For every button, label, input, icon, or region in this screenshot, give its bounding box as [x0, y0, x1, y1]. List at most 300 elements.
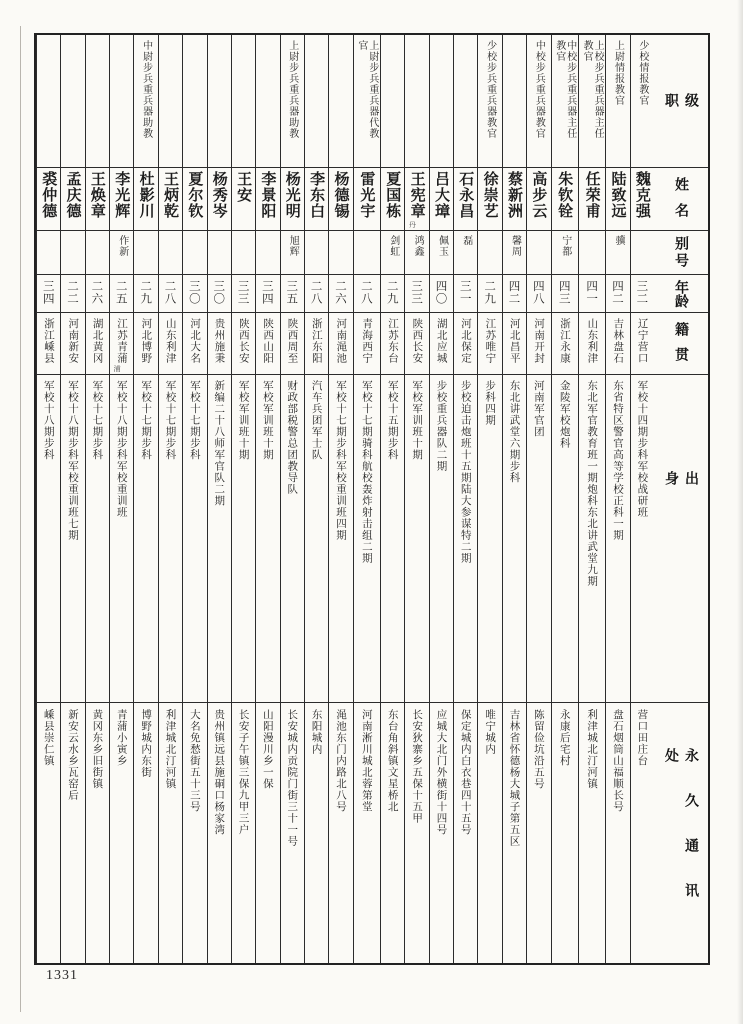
name-value: 孟庆德: [64, 170, 83, 219]
header-column: [654, 35, 708, 963]
age-value: 三三: [236, 280, 251, 306]
name-cell: [380, 167, 404, 230]
native-place-value: 河北大名: [189, 318, 202, 365]
person-column: [477, 35, 501, 963]
address-cell: [630, 702, 654, 963]
name-cell: [328, 167, 352, 230]
background-cell: [429, 374, 453, 701]
age-cell: [85, 274, 109, 312]
person-column: [85, 35, 109, 963]
native-place-annotation: 浦: [113, 365, 122, 373]
native-place-value: 河北昌平: [508, 318, 521, 365]
background-cell: [477, 374, 501, 701]
rank-value: 少校情报教官: [636, 40, 648, 106]
rank-cell: [429, 35, 453, 167]
background-cell: [231, 374, 255, 701]
native-place-value: 贵州施秉: [213, 318, 226, 365]
age-cell: [60, 274, 84, 312]
age-value: 四一: [585, 280, 600, 306]
address-value: 山阳漫川乡一保: [261, 708, 274, 790]
age-cell: [280, 274, 304, 312]
age-value: 二九: [483, 280, 498, 306]
background-value: 军校十五期步科: [386, 380, 399, 461]
alias-cell: [353, 230, 380, 275]
name-cell: [630, 167, 654, 230]
address-cell: [207, 702, 231, 963]
rank-cell: [36, 35, 60, 167]
name-value: 夏国栋: [384, 170, 403, 219]
header-address-cell: [654, 702, 708, 963]
background-value: 金陵军校炮科: [558, 380, 571, 450]
rank-cell: [453, 35, 477, 167]
rank-cell: [526, 35, 550, 167]
age-cell: [158, 274, 182, 312]
alias-cell: [526, 230, 550, 275]
address-cell: [429, 702, 453, 963]
background-cell: [526, 374, 550, 701]
background-cell: [551, 374, 578, 701]
person-column: [630, 35, 654, 963]
rank-cell: [85, 35, 109, 167]
native-place-cell: [630, 312, 654, 374]
page-number: 1331: [46, 968, 78, 983]
address-value: 东阳城内: [310, 708, 323, 755]
background-cell: [328, 374, 352, 701]
name-cell: [255, 167, 279, 230]
name-cell: [404, 167, 428, 230]
background-value: 军校十七期步科: [188, 380, 201, 461]
alias-cell: [207, 230, 231, 275]
age-value: 四八: [531, 280, 546, 306]
native-place-cell: [231, 312, 255, 374]
background-value: 军校十七期步科军校重训班四期: [335, 380, 347, 542]
native-place-value: 江苏唯宁: [484, 318, 497, 365]
rank-value: 中尉步兵重兵器助教: [140, 40, 152, 139]
rank-cell: [109, 35, 133, 167]
address-value: 盘石烟筒山福顺长号: [611, 708, 624, 813]
person-column: [158, 35, 182, 963]
scan-edge-shadow: [737, 0, 743, 1024]
address-cell: [551, 702, 578, 963]
native-place-cell: [605, 312, 629, 374]
age-value: 二五: [114, 280, 129, 306]
name-value: 高步云: [530, 170, 549, 219]
alias-value: 磊: [460, 234, 472, 246]
name-value: 魏克强: [633, 170, 652, 219]
header-age-label: 年龄: [673, 280, 689, 309]
native-place-value: 湖北应城: [435, 318, 448, 365]
rank-cell: [60, 35, 84, 167]
address-cell: [60, 702, 84, 963]
age-value: 四三: [557, 280, 572, 306]
native-place-cell: [578, 312, 605, 374]
age-cell: [36, 274, 60, 312]
native-place-value: 河南新安: [67, 318, 80, 365]
age-value: 二九: [139, 280, 154, 306]
person-column: [429, 35, 453, 963]
age-value: 三〇: [212, 280, 227, 306]
rank-value: 少校步兵重兵器教官: [484, 40, 496, 139]
person-column: [133, 35, 157, 963]
background-cell: [453, 374, 477, 701]
rank-cell: [404, 35, 428, 167]
native-place-value: 辽宁营口: [636, 318, 649, 365]
background-cell: [578, 374, 605, 701]
alias-cell: [630, 230, 654, 275]
age-cell: [404, 274, 428, 312]
name-value: 徐崇艺: [481, 170, 500, 219]
rank-cell: [502, 35, 526, 167]
alias-cell: [551, 230, 578, 275]
background-value: 东北军官教育班一期炮科东北讲武堂九期: [586, 380, 599, 588]
age-cell: [231, 274, 255, 312]
address-cell: [353, 702, 380, 963]
name-cell: [551, 167, 578, 230]
native-place-cell: [551, 312, 578, 374]
rank-cell: [353, 35, 380, 167]
rank-cell: [158, 35, 182, 167]
alias-value: 宁都: [559, 234, 571, 257]
age-cell: [133, 274, 157, 312]
background-value: 财政部税警总团教导队: [286, 380, 299, 496]
header-alias-cell: [654, 230, 708, 275]
page-margin-line: [20, 26, 21, 1012]
alias-cell: [133, 230, 157, 275]
native-place-value: 浙江永康: [558, 318, 571, 365]
name-value: 杜影川: [137, 170, 156, 219]
address-cell: [304, 702, 328, 963]
name-cell: [109, 167, 133, 230]
rank-cell: [551, 35, 578, 167]
rank-cell: [255, 35, 279, 167]
address-cell: [526, 702, 550, 963]
name-value: 任荣甫: [583, 170, 602, 219]
alias-value: 骥: [612, 234, 624, 246]
native-place-cell: [133, 312, 157, 374]
name-value: 王安: [235, 170, 254, 203]
address-value: 新安云水乡瓦窑后: [67, 708, 80, 801]
age-value: 三四: [260, 280, 275, 306]
age-value: 二六: [334, 280, 348, 306]
name-cell: [453, 167, 477, 230]
rank-value: 上尉情报教官: [612, 40, 624, 106]
rank-cell: [380, 35, 404, 167]
native-place-cell: [60, 312, 84, 374]
alias-cell: [328, 230, 352, 275]
name-cell: [207, 167, 231, 230]
address-cell: [255, 702, 279, 963]
person-column: [207, 35, 231, 963]
age-cell: [605, 274, 629, 312]
alias-cell: [255, 230, 279, 275]
background-cell: [133, 374, 157, 701]
native-place-cell: [380, 312, 404, 374]
native-place-cell: [85, 312, 109, 374]
alias-cell: [605, 230, 629, 275]
name-value: 吕大璋: [432, 170, 451, 219]
address-value: 陈留俭坑沿五号: [532, 708, 545, 790]
background-value: 汽车兵团军士队: [310, 380, 323, 461]
address-value: 河南淅川城北蓉第堂: [360, 708, 373, 813]
native-place-value: 陕西山阳: [262, 318, 275, 365]
age-cell: [477, 274, 501, 312]
header-native-place-cell: [654, 312, 708, 374]
name-value: 夏尔钦: [186, 170, 205, 219]
background-value: 军校十八期步科: [42, 380, 55, 461]
person-column: [605, 35, 629, 963]
address-value: 东台角斜镇文星桥北: [386, 708, 399, 813]
person-column: [109, 35, 133, 963]
address-value: 营口田庄台: [636, 708, 649, 767]
alias-cell: [502, 230, 526, 275]
age-value: 二六: [90, 280, 105, 306]
background-value: 军校十八期步科军校重训班七期: [67, 380, 80, 542]
person-column: [380, 35, 404, 963]
person-column: [453, 35, 477, 963]
address-value: 吉林省怀德杨大城子第五区: [508, 708, 521, 847]
address-value: 永康后宅村: [558, 708, 571, 767]
background-cell: [255, 374, 279, 701]
native-place-cell: [304, 312, 328, 374]
age-value: 四〇: [434, 280, 449, 306]
name-cell: [85, 167, 109, 230]
name-cell: [36, 167, 60, 230]
name-value: 雷光宇: [358, 170, 377, 219]
address-cell: [404, 702, 428, 963]
person-column: [280, 35, 304, 963]
header-background-cell: [654, 374, 708, 701]
address-cell: [477, 702, 501, 963]
name-cell: [304, 167, 328, 230]
address-cell: [109, 702, 133, 963]
background-cell: [182, 374, 206, 701]
person-column: [60, 35, 84, 963]
header-name-cell: [654, 167, 708, 230]
rank-cell: [477, 35, 501, 167]
age-cell: [109, 274, 133, 312]
name-value: 杨光明: [283, 170, 302, 219]
address-value: 大名免愁街五十三号: [188, 708, 201, 813]
personnel-register-table: [34, 33, 710, 965]
name-cell: [60, 167, 84, 230]
background-value: 河南军官团: [532, 380, 545, 438]
header-background-label: 出身: [663, 471, 699, 626]
native-place-cell: [353, 312, 380, 374]
age-cell: [551, 274, 578, 312]
address-value: 应城大北门外横街十四号: [435, 708, 448, 836]
age-value: 四二: [507, 280, 522, 306]
alias-cell: [231, 230, 255, 275]
alias-cell: [109, 230, 133, 275]
native-place-value: 陕西周至: [286, 318, 299, 365]
age-value: 三一: [458, 280, 473, 306]
alias-cell: [404, 230, 428, 275]
person-column: [255, 35, 279, 963]
native-place-cell: [526, 312, 550, 374]
rank-cell: [207, 35, 231, 167]
alias-value: 佩玉: [436, 234, 448, 257]
native-place-cell: [429, 312, 453, 374]
name-value: 杨秀岑: [210, 170, 229, 219]
native-place-cell: [109, 312, 133, 374]
alias-cell: [429, 230, 453, 275]
age-cell: [255, 274, 279, 312]
name-cell: [280, 167, 304, 230]
native-place-value: 吉林盘石: [612, 318, 625, 365]
address-value: 嵊县崇仁镇: [42, 708, 55, 767]
header-rank-label: 级职: [663, 93, 699, 143]
header-name-label: 姓名: [673, 176, 689, 229]
background-cell: [60, 374, 84, 701]
rank-value: 上尉步兵重兵器代教官: [355, 40, 378, 139]
address-cell: [182, 702, 206, 963]
name-value: 李光辉: [113, 170, 132, 219]
name-value: 蔡新洲: [506, 170, 525, 219]
name-cell: [526, 167, 550, 230]
age-value: 三四: [41, 280, 56, 306]
native-place-cell: [404, 312, 428, 374]
background-cell: [280, 374, 304, 701]
person-column: [404, 35, 428, 963]
address-value: 博野城内东街: [140, 708, 153, 778]
name-value: 李景阳: [259, 170, 278, 219]
age-value: 二八: [163, 280, 178, 306]
address-cell: [605, 702, 629, 963]
name-value: 王焕章: [88, 170, 107, 219]
native-place-value: 河北博野: [140, 318, 153, 365]
alias-cell: [280, 230, 304, 275]
native-place-cell: [502, 312, 526, 374]
header-age-cell: [654, 274, 708, 312]
native-place-value: 河南开封: [533, 318, 546, 365]
header-native-place-label: 籍贯: [673, 322, 689, 373]
alias-cell: [380, 230, 404, 275]
rank-value: 上校步兵重兵器主任教官: [581, 40, 604, 139]
background-cell: [404, 374, 428, 701]
native-place-cell: [182, 312, 206, 374]
background-value: 军校十七期步科: [164, 380, 177, 461]
person-column: [502, 35, 526, 963]
person-column: [328, 35, 352, 963]
background-cell: [304, 374, 328, 701]
age-cell: [182, 274, 206, 312]
rank-value: 上尉步兵重兵器助教: [286, 40, 298, 139]
name-value: 裘仲德: [40, 170, 59, 219]
background-value: 军校十七期步科: [91, 380, 104, 461]
age-value: 二九: [385, 280, 400, 306]
rank-cell: [304, 35, 328, 167]
alias-cell: [453, 230, 477, 275]
address-cell: [380, 702, 404, 963]
age-value: 三二: [635, 280, 650, 306]
background-value: 步校重兵器队二期: [435, 380, 448, 473]
background-value: 东省特区警官高等学校正科一期: [611, 380, 624, 542]
age-value: 二八: [359, 280, 374, 306]
age-value: 三〇: [187, 280, 202, 306]
address-value: 长安狄寨乡五保十五甲: [411, 708, 424, 824]
address-value: 保定城内白衣巷四十五号: [459, 708, 472, 836]
address-cell: [231, 702, 255, 963]
address-cell: [453, 702, 477, 963]
name-cell: [502, 167, 526, 230]
person-column: [578, 35, 605, 963]
name-cell: [477, 167, 501, 230]
native-place-value: 湖北黄冈: [91, 318, 104, 365]
background-value: 军校十四期步科军校战研班: [636, 380, 649, 519]
name-value: 李东白: [308, 170, 327, 219]
native-place-value: 浙江东阳: [310, 318, 323, 365]
address-value: 青蒲小寅乡: [115, 708, 128, 767]
name-cell: [353, 167, 380, 230]
person-column: [36, 35, 60, 963]
age-cell: [526, 274, 550, 312]
address-cell: [158, 702, 182, 963]
alias-value: 鸿鑫: [412, 234, 424, 257]
address-value: 长安子午镇三保九甲三户: [237, 708, 250, 836]
alias-cell: [182, 230, 206, 275]
person-column: [526, 35, 550, 963]
name-cell: [158, 167, 182, 230]
native-place-value: 山东利津: [164, 318, 177, 365]
background-value: 东北讲武堂六期步科: [508, 380, 521, 484]
rank-cell: [280, 35, 304, 167]
header-address-label: 永久通讯处: [663, 747, 699, 928]
address-cell: [36, 702, 60, 963]
alias-cell: [304, 230, 328, 275]
native-place-value: 江苏东台: [386, 318, 399, 365]
age-cell: [502, 274, 526, 312]
alias-value: 馨周: [509, 234, 521, 257]
background-cell: [109, 374, 133, 701]
alias-cell: [477, 230, 501, 275]
address-value: 唯宁城内: [484, 708, 497, 755]
rank-cell: [328, 35, 352, 167]
background-cell: [353, 374, 380, 701]
person-column: [353, 35, 380, 963]
age-cell: [453, 274, 477, 312]
native-place-value: 陕西长安: [411, 318, 424, 365]
age-cell: [207, 274, 231, 312]
alias-value: 剑虹: [387, 234, 399, 257]
address-cell: [280, 702, 304, 963]
background-value: 步校迫击炮班十五期陆大参谋特二期: [459, 380, 472, 565]
native-place-value: 江苏青蒲: [116, 318, 129, 365]
alias-value: 旭辉: [287, 234, 299, 257]
address-cell: [133, 702, 157, 963]
address-cell: [328, 702, 352, 963]
rank-cell: [630, 35, 654, 167]
age-cell: [328, 274, 352, 312]
alias-cell: [158, 230, 182, 275]
address-value: 黄冈东乡旧街镇: [91, 708, 104, 790]
rank-cell: [605, 35, 629, 167]
name-cell: [133, 167, 157, 230]
address-value: 利津城北汀河镇: [586, 708, 599, 790]
background-cell: [207, 374, 231, 701]
background-value: 军校军训班十期: [261, 380, 274, 461]
rank-value: 中校步兵重兵器主任教官: [553, 40, 576, 139]
age-cell: [380, 274, 404, 312]
age-cell: [429, 274, 453, 312]
background-value: 军校军训班十期: [411, 380, 424, 461]
native-place-value: 浙江嵊县: [42, 318, 55, 365]
background-value: 新编二十八师军官队二期: [213, 380, 226, 507]
address-value: 长安城内贡院门街三十一号: [286, 708, 299, 847]
background-value: 军校十七期步科: [140, 380, 153, 461]
native-place-cell: [453, 312, 477, 374]
background-cell: [36, 374, 60, 701]
age-cell: [630, 274, 654, 312]
